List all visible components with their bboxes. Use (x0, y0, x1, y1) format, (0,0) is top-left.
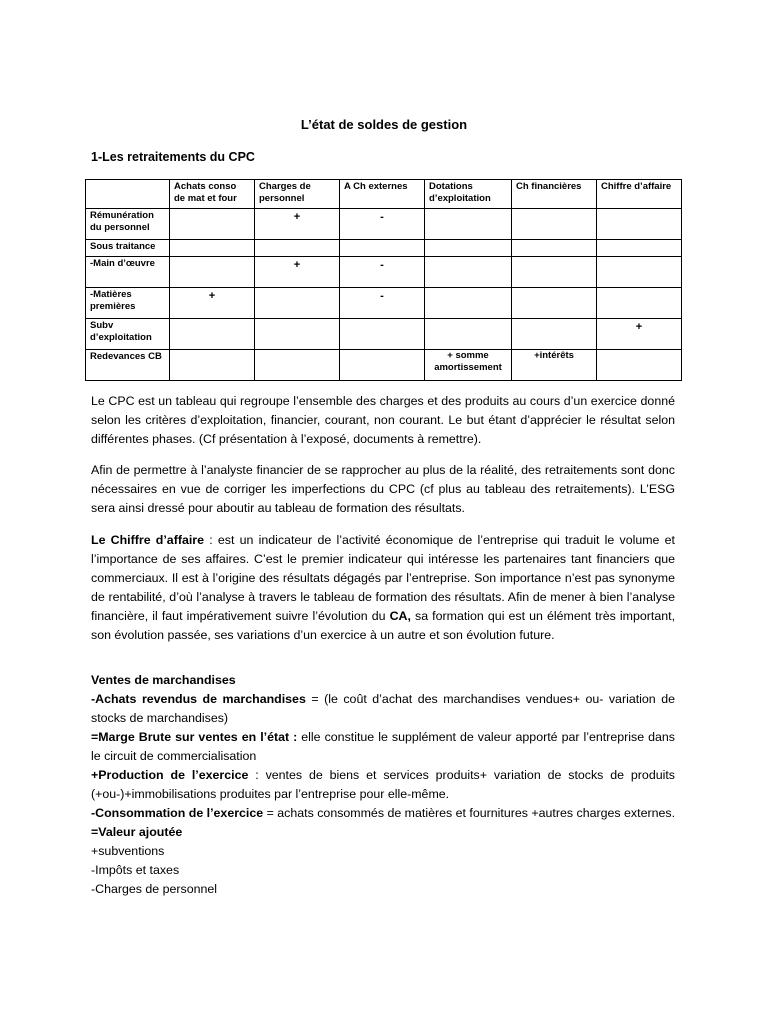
list-item (91, 671, 675, 690)
paragraph-cpc: Le CPC est un tableau qui regroupe l’ensemble des charges et des produits au cours d’un exercice donné selon les critères d’exploitation, financier, courant, non courant. Le but étant d’apprécier le résultat selon différentes phases. (Cf présentation à l’exposé, documents à remettre). (91, 394, 675, 446)
list-item-label: +Production de l’exercice (91, 768, 249, 782)
section-heading: 1-Les retraitements du CPC (91, 150, 255, 164)
table-cell (597, 288, 682, 319)
list-item-text: = (le coût d’achat des marchandises vendues+ ou- variation de stocks de marchandises) (91, 692, 675, 725)
list-item (91, 804, 675, 823)
table-cell (425, 240, 512, 257)
table-cell (255, 288, 340, 319)
table-cell (425, 257, 512, 288)
table-cell: - (340, 209, 425, 240)
bold-term: CA, (389, 609, 411, 623)
table-row (86, 288, 682, 319)
table-cell (597, 350, 682, 381)
list-item (91, 766, 675, 804)
list-item-text: : ventes de biens et services produits+ variation de stocks de produits (+ou-)+immobilisations produites par l’entreprise pour elle-même. (91, 768, 675, 801)
table-cell (170, 240, 255, 257)
table-header-cell: Ch financières (512, 180, 597, 209)
list-item-label: -Consommation de l’exercice (91, 806, 264, 820)
row-label: Redevances CB (86, 350, 170, 381)
document-title: L’état de soldes de gestion (300, 117, 468, 132)
table-cell (425, 209, 512, 240)
row-label: Subv d’exploitation (86, 319, 170, 350)
table-header-row (86, 180, 682, 209)
table-cell (512, 257, 597, 288)
table-row (86, 257, 682, 288)
table-cell (512, 319, 597, 350)
table-cell: - (340, 257, 425, 288)
table-row (86, 240, 682, 257)
table-cell (340, 240, 425, 257)
table-cell (340, 350, 425, 381)
table-cell: + (255, 257, 340, 288)
table-cell (597, 209, 682, 240)
table-cell (340, 319, 425, 350)
table-cell (512, 240, 597, 257)
table-cell (425, 319, 512, 350)
table-cell (255, 240, 340, 257)
table-row (86, 209, 682, 240)
paragraph-retraitements: Afin de permettre à l’analyste financier de se rapprocher au plus de la réalité, des retraitements sont donc nécessaires en vue de corriger les imperfections du CPC (cf plus au tableau des retraitements). L’ESG sera ainsi dressé pour aboutir au tableau de formation des résultats. (91, 463, 675, 515)
paragraph-chiffre-affaire (91, 531, 675, 645)
table-cell (170, 209, 255, 240)
table-cell (425, 288, 512, 319)
list-item (91, 823, 675, 842)
table-header-cell: Achats conso de mat et four (170, 180, 255, 209)
row-label: -Matières premières (86, 288, 170, 319)
table-header-cell: Dotations d’exploitation (425, 180, 512, 209)
table-cell: +intérêts (512, 350, 597, 381)
paragraph-text: : est un indicateur de l’activité économique de l’entreprise qui traduit le volume et l’importance de ses affaires. C’est le premier indicateur qui intéresse les partenaires tant financiers que commerciaux. Il est à l’origine des résultats dégagés par l’entreprise. Son importance n’est pas synonyme de rentabilité, d’où l’analyse à travers le tableau de formation des résultats. Afin de mener à bien l’analyse financière, il faut impérativement suivre l’évolution du (91, 533, 675, 623)
table-cell (597, 240, 682, 257)
table-cell (255, 350, 340, 381)
table-cell (512, 209, 597, 240)
bold-term: Le Chiffre d’affaire (91, 533, 204, 547)
table-cell (170, 350, 255, 381)
table-header-cell: Chiffre d’affaire (597, 180, 682, 209)
table-row (86, 319, 682, 350)
row-label: Sous traitance (86, 240, 170, 257)
formation-list (91, 671, 675, 899)
table-cell (597, 257, 682, 288)
table-header-cell: A Ch externes (340, 180, 425, 209)
list-item-label: =Marge Brute sur ventes en l’état : (91, 730, 298, 744)
list-item (91, 728, 675, 766)
list-item: -Charges de personnel (91, 882, 218, 896)
retraitements-table (85, 179, 682, 381)
list-item (91, 690, 675, 728)
table-cell (512, 288, 597, 319)
list-item-text: elle constitue le supplément de valeur apporté par l’entreprise dans le circuit de commercialisation (91, 730, 675, 763)
list-item-label: =Valeur ajoutée (91, 825, 183, 839)
table-cell: + (597, 319, 682, 350)
list-item: -Impôts et taxes (91, 863, 180, 877)
table-cell (170, 257, 255, 288)
table-row (86, 350, 682, 381)
row-label: -Main d’œuvre (86, 257, 170, 288)
table-cell (170, 319, 255, 350)
table-cell: + (170, 288, 255, 319)
table-header-cell (86, 180, 170, 209)
list-item-label: Ventes de marchandises (91, 673, 236, 687)
list-item-label: -Achats revendus de marchandises (91, 692, 306, 706)
table-cell: - (340, 288, 425, 319)
row-label: Rémunération du personnel (86, 209, 170, 240)
list-item: +subventions (91, 844, 165, 858)
table-header-cell: Charges de personnel (255, 180, 340, 209)
table-cell: + somme amortissement (425, 350, 512, 381)
table-cell (255, 319, 340, 350)
table-cell: + (255, 209, 340, 240)
paragraph-text: sa formation qui est un élément très important, son évolution passée, ses variations d’un exercice à un autre et son évolution future. (91, 609, 676, 642)
list-item-text: = achats consommés de matières et fournitures +autres charges externes. (263, 806, 676, 820)
